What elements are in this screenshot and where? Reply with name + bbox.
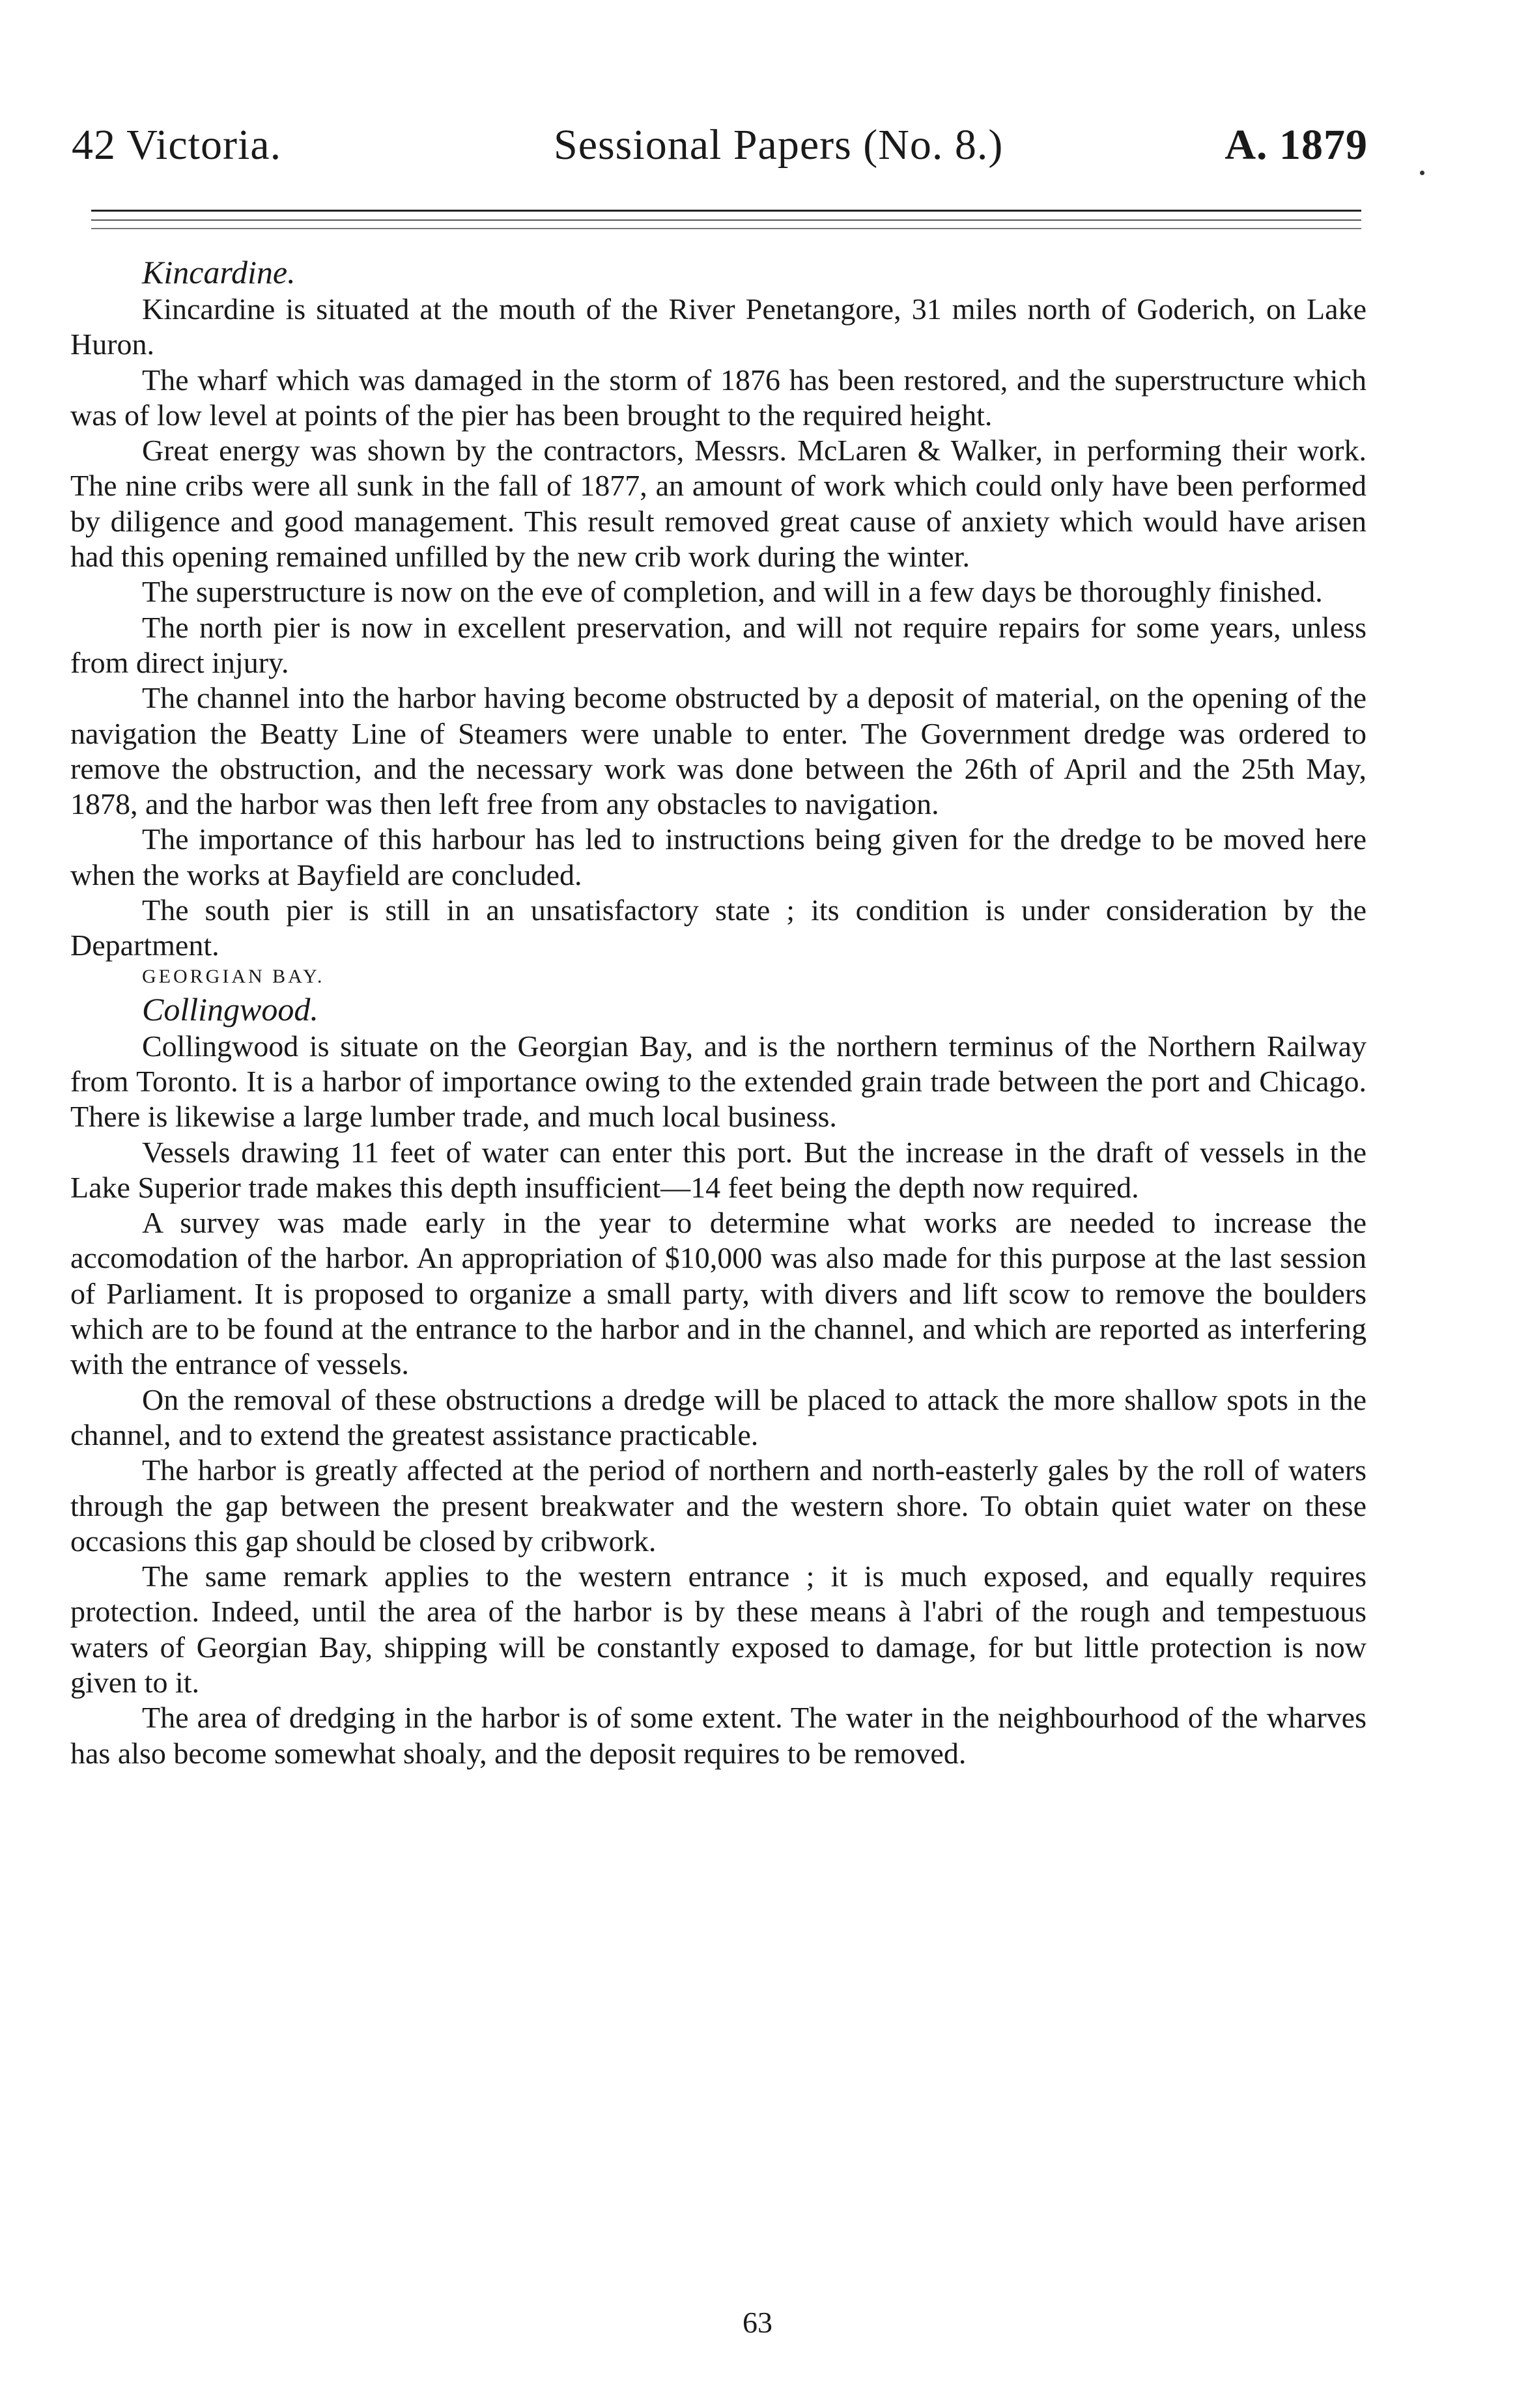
collingwood-paragraph: The same remark applies to the western entrance ; it is much exposed, and equally requires protection. Indeed, until the area of the harbor is by these means à l'abri of the rough and tempestuous waters of Georgian Bay, shipping will be constantly exposed to damage, for but little protection is now given to it. xyxy=(70,1560,1366,1699)
header-title: Sessional Papers (No. 8.) xyxy=(554,121,1004,169)
header-volume: 42 Victoria. xyxy=(72,121,282,169)
kincardine-heading: Kincardine. xyxy=(142,254,296,290)
kincardine-paragraph: The north pier is now in excellent preservation, and will not require repairs for some years, unless from direct injury. xyxy=(70,610,1366,679)
kincardine-paragraph: The channel into the harbor having become obstructed by a deposit of material, on the opening of the navigation the Beatty Line of Steamers were unable to enter. The Government dredge was ordered to remove the obstruction, and the necessary work was done between the 26th of April and the 25th May, 1878, and the harbor was then left free from any obstacles to navigation. xyxy=(70,681,1366,821)
header-rule-bottom xyxy=(91,228,1361,229)
kincardine-paragraph: The superstructure is now on the eve of completion, and will in a few days be thoroughly finished. xyxy=(142,575,1323,609)
page-number: 63 xyxy=(743,2306,772,2339)
kincardine-paragraph: Great energy was shown by the contractors, Messrs. McLaren & Walker, in performing their work. The nine cribs were all sunk in the fall of 1877, an amount of work which could only have been performed by diligence and good management. This result removed great cause of anxiety which would have arisen had this opening remained unfilled by the new crib work during the winter. xyxy=(70,434,1366,574)
collingwood-paragraph: The area of dredging in the harbor is of some extent. The water in the neighbourhood of the wharves has also become somewhat shoaly, and the deposit requires to be removed. xyxy=(70,1701,1366,1770)
collingwood-paragraph: Collingwood is situate on the Georgian Bay, and is the northern terminus of the Northern Railway from Toronto. It is a harbor of importance owing to the extended grain trade between the port and Chicago. There is likewise a large lumber trade, and much local business. xyxy=(70,1029,1366,1134)
collingwood-paragraph: On the removal of these obstructions a dredge will be placed to attack the more shallow spots in the channel, and to extend the greatest assistance practicable. xyxy=(70,1382,1366,1451)
header-rule-top xyxy=(91,210,1361,212)
header-rule-middle xyxy=(91,219,1361,221)
running-header xyxy=(72,116,1368,175)
kincardine-paragraph: Kincardine is situated at the mouth of the River Penetangore, 31 miles north of Goderich, on Lake Huron. xyxy=(70,292,1366,361)
georgian-bay-section-heading: GEORGIAN BAY. xyxy=(142,965,325,987)
kincardine-paragraph: The importance of this harbour has led to instructions being given for the dredge to be moved here when the works at Bayfield are concluded. xyxy=(70,822,1366,891)
collingwood-paragraph: Vessels drawing 11 feet of water can enter this port. But the increase in the draft of vessels in the Lake Superior trade makes this depth insufficient—14 feet being the depth now required. xyxy=(70,1135,1366,1204)
speck-mark xyxy=(1420,171,1424,175)
collingwood-paragraph: The harbor is greatly affected at the period of northern and north-easterly gales by the roll of waters through the gap between the present breakwater and the western shore. To obtain quiet water on these occasions this gap should be closed by cribwork. xyxy=(70,1453,1366,1558)
header-year: A. 1879 xyxy=(1225,121,1368,169)
kincardine-paragraph: The south pier is still in an unsatisfactory state ; its condition is under consideration by the Department. xyxy=(70,893,1366,962)
kincardine-paragraph: The wharf which was damaged in the storm of 1876 has been restored, and the superstructure which was of low level at points of the pier has been brought to the required height. xyxy=(70,363,1366,432)
collingwood-heading: Collingwood. xyxy=(142,990,319,1028)
page-body xyxy=(70,253,1366,1771)
collingwood-paragraph: A survey was made early in the year to determine what works are needed to increase the accomodation of the harbor. An appropriation of $10,000 was also made for this purpose at the last session of Parliament. It is proposed to organize a small party, with divers and lift scow to remove the boulders which are to be found at the entrance to the harbor and in the channel, and which are reported as interfering with the entrance of vessels. xyxy=(70,1206,1366,1381)
